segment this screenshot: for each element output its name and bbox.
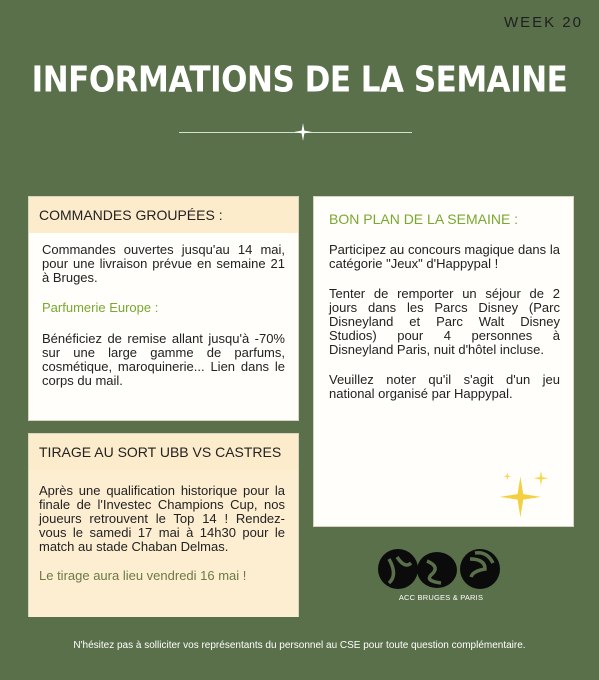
page-title: INFORMATIONS DE LA SEMAINE (31, 59, 568, 101)
bon-plan-note: Veuillez noter qu'il s'agit d'un jeu national organisé par Happypal. (329, 372, 560, 401)
commandes-subtitle: Parfumerie Europe : (42, 300, 159, 315)
week-label: WEEK 20 (503, 14, 583, 31)
commandes-header: COMMANDES GROUPÉES : (29, 197, 298, 233)
logo-tagline: ACC BRUGES & PARIS (398, 593, 484, 602)
bon-plan-details: Tenter de remporter un séjour de 2 jours dans les Parcs Disney (Parc Disneyland et Parc Walt Disney Studios) pour 4 personnes à Disneyland Paris, nuit d'hôtel incluse. (329, 286, 560, 357)
sparkle-icon (294, 123, 312, 141)
commandes-details: Bénéficiez de remise allant jusqu'à -70% sur une large gamme de parfums, cosmétique, maroquinerie... Lien dans le corps du mail. (42, 331, 285, 388)
commandes-intro: Commandes ouvertes jusqu'au 14 mai, pour une livraison prévue en semaine 21 à Bruges. (42, 242, 285, 285)
sparkle-icon (498, 467, 554, 523)
footer-note: N'hésitez pas à solliciter vos représentants du personnel au CSE pour toute question complémentaire. (73, 640, 526, 651)
tirage-box (28, 433, 299, 617)
bon-plan-header: BON PLAN DE LA SEMAINE : (329, 211, 519, 227)
bon-plan-intro: Participez au concours magique dans la catégorie "Jeux" d'Happypal ! (329, 242, 560, 271)
tirage-note: Le tirage aura lieu vendredi 16 mai ! (39, 568, 247, 583)
bon-plan-box (313, 196, 574, 527)
tirage-text: Après une qualification historique pour la finale de l'Investec Champions Cup, nos joueurs retrouvent le Top 14 ! Rendez-vous le samedi 17 mai à 14h30 pour le match au stade Chaban Delmas. (39, 483, 285, 554)
tirage-header: TIRAGE AU SORT UBB VS CASTRES (29, 434, 298, 470)
commandes-box (28, 196, 299, 421)
